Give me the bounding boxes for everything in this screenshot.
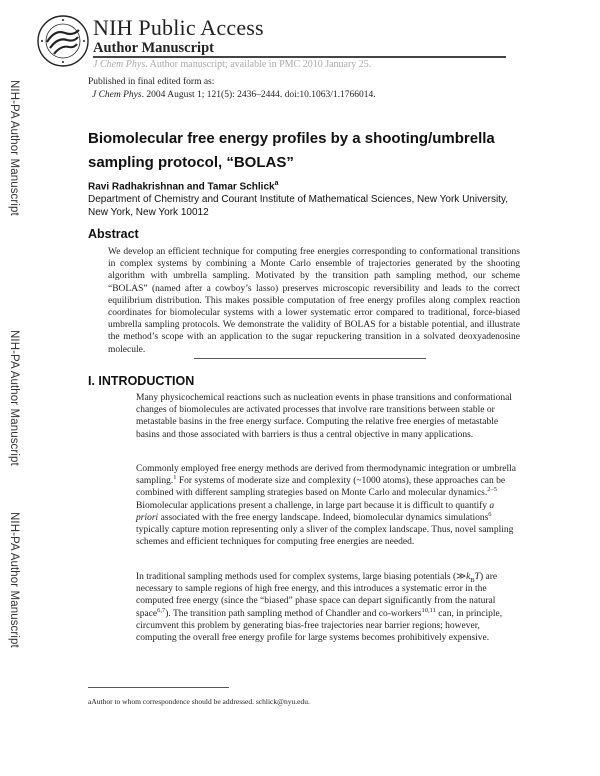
abstract-text: We develop an efficient technique for computing free energies corresponding to conformational transitions in complex systems by combining a Monte Carlo ensemble of trajectories generated by the shooting algorithm with umbrella sampling. Motivated by the transition path sampling method, our scheme “BOLAS” (named after a cowboy’s lasso) preserves microscopic reversibility and leads to the correct equilibrium distribution. This makes possible computation of free energy profiles along complex reaction coordinates for biomolecular systems with a lower systematic error compared to traditional, force-biased umbrella sampling protocols. We demonstrate the validity of BOLAS for a bistable potential, and illustrate the method’s scope with an application to the sugar repuckering transition in a solvated deoxyadenosine molecule. <box>108 247 520 355</box>
p2-italic: a priori <box>136 500 495 523</box>
author-1: Ravi Radhakrishnan <box>88 181 185 193</box>
ref-1: 1 <box>173 474 177 482</box>
intro-paragraph-3 <box>136 571 518 644</box>
intro-paragraph-1: Many physicochemical reactions such as nucleation events in phase transitions and conformational changes of biomolecules are activated processes that involve rare transitions between stable or metastable basins in the free energy surface. Computing the relative free energies of metastable basins and those associated with barriers is thus a central objective in many applications. <box>136 393 512 440</box>
header-title: NIH Public Access <box>93 15 264 40</box>
p2-text-c: Biomolecular applications present a challenge, in large part because it is difficult to quantify <box>136 500 490 511</box>
p3-t: T <box>474 572 480 582</box>
header-subtitle: Author Manuscript <box>93 40 214 56</box>
p3-text-d: can, in principle, circumvent this problem by generating bias-free trajectories near barrier regions; however, computing the overall free energy profile for large systems becomes prohibitively expensive. <box>136 608 503 644</box>
citation <box>88 89 376 102</box>
citation-text: . 2004 August 1; 121(5): 2436–2444. doi:10.1063/1.1766014. <box>141 90 376 100</box>
p2-text-a: Commonly employed free energy methods are derived from thermodynamic integration or umbrella sampling. <box>136 464 516 487</box>
footnote: aAuthor to whom correspondence should be addressed. schlick@nyu.edu. <box>88 697 310 706</box>
intro-paragraph-2 <box>136 463 518 548</box>
side-label-1: NIH-PA Author Manuscript <box>8 80 20 216</box>
ref-6: 6 <box>488 510 492 518</box>
p3-k-sub: B <box>470 576 475 584</box>
ref-10-11: 10,11 <box>421 606 436 614</box>
ref-2-5: 2–5 <box>487 486 497 494</box>
side-label-3: NIH-PA Author Manuscript <box>8 512 20 648</box>
publication-line: Published in final edited form as: <box>88 77 215 87</box>
p3-text-c: ). The transition path sampling method of Chandler and co-workers <box>165 608 422 619</box>
authors <box>88 180 278 192</box>
abstract-heading: Abstract <box>88 227 139 241</box>
p3-k: k <box>466 572 471 582</box>
ref-6-7: 6,7 <box>157 606 166 614</box>
citation-journal: J Chem Phys <box>92 90 142 100</box>
header-rule <box>93 56 506 58</box>
header-availability <box>93 59 371 70</box>
side-label-2: NIH-PA Author Manuscript <box>8 330 20 466</box>
p2-text-b: For systems of moderate size and complexity (~1000 atoms), these approaches can be combined with different sampling strategies based on Monte Carlo and molecular dynamics. <box>136 476 506 499</box>
p3-text-a: In traditional sampling methods used for complex systems, large biasing potentials (≫ <box>136 572 467 582</box>
p2-text-e: typically capture motion representing only a sliver of the complex landscape. Thus, novel sampling schemes and efficient techniques for computing free energies are needed. <box>136 525 514 548</box>
publication-info <box>88 76 376 102</box>
abstract-divider <box>194 358 426 359</box>
hhs-seal-logo <box>37 15 89 67</box>
header-availability-text: . Author manuscript; available in PMC 2010 January 25. <box>145 59 372 70</box>
footnote-rule <box>88 687 229 688</box>
affiliation: Department of Chemistry and Courant Institute of Mathematical Sciences, New York University, New York, New York 10012 <box>88 194 508 218</box>
p3-text-b: ) are necessary to sample regions of high free energy, and this introduces a systematic error in the computed free energy (since the “biased” phase space can depart significantly from the natural space <box>136 572 498 619</box>
intro-heading: I. INTRODUCTION <box>88 374 195 388</box>
author-2: Tamar Schlick <box>207 181 275 193</box>
author-2-mark: a <box>274 180 279 187</box>
author-separator: and <box>184 181 208 193</box>
paper-title: Biomolecular free energy profiles by a shooting/umbrella sampling protocol, “BOLAS” <box>88 130 495 171</box>
p2-text-d: associated with the free energy landscape. Indeed, biomolecular dynamics simulations <box>158 512 489 523</box>
header-journal: J Chem Phys <box>93 59 146 70</box>
